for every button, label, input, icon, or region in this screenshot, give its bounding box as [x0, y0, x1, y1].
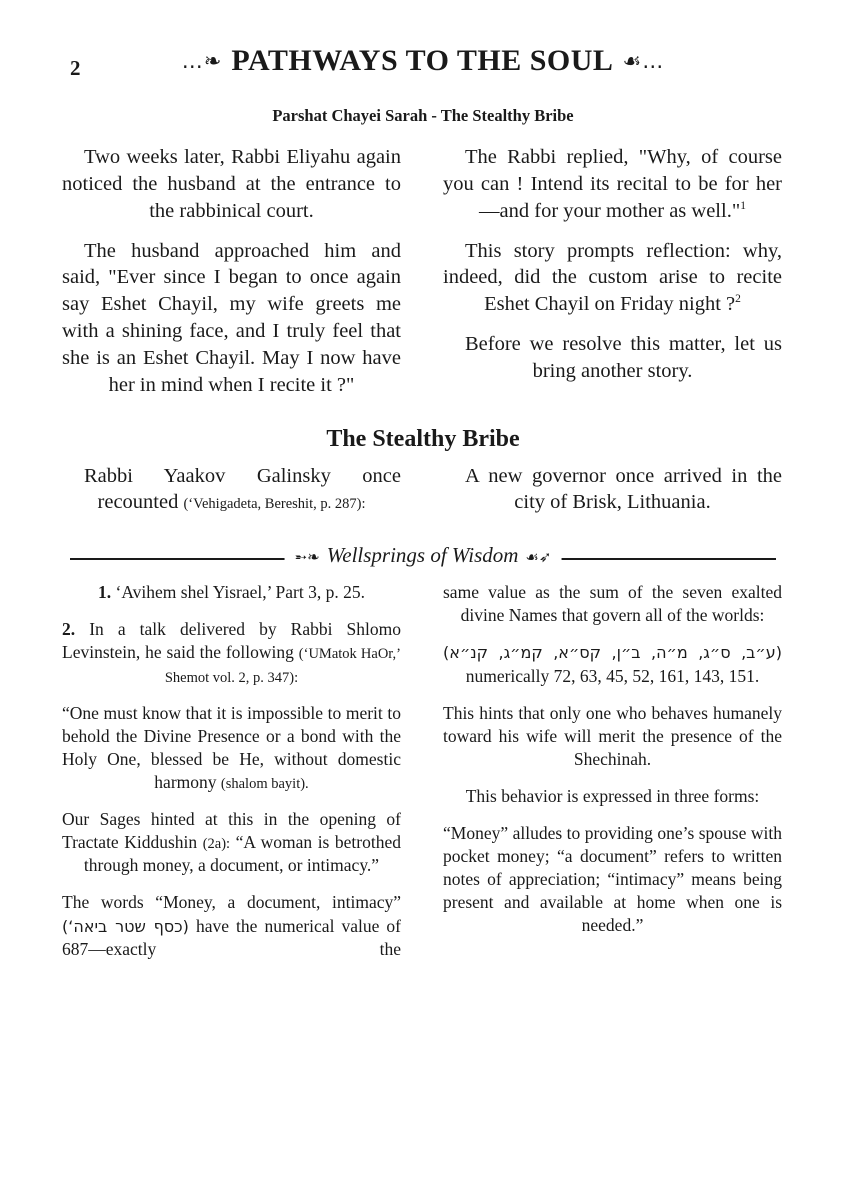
paragraph-text: This story prompts reflection: why, indeed, did the custom arise to recite Eshet Chayil on Friday night ?	[443, 239, 782, 316]
footnote-text: Our Sages hinted at this in the opening of Tractate Kiddushin	[62, 809, 401, 853]
footnote-citation: (2a):	[202, 836, 231, 853]
footnote-text: The words “Money, a document, intimacy”	[62, 892, 401, 913]
section-columns	[62, 463, 784, 530]
footnote-text: numerically 72, 63, 45, 52, 161, 143, 151.	[465, 665, 760, 686]
parsha-subtitle: Parshat Chayei Sarah - The Stealthy Bribe	[272, 106, 574, 125]
footnote-text-2: “A woman is betrothed through money, a document, or intimacy.”	[83, 832, 401, 876]
footnote-text: In a talk delivered by Rabbi Shlomo Levinstein, he said the following	[62, 619, 401, 663]
footnote-divider	[62, 543, 784, 573]
footnote-citation: (‘UMatok HaOr,’ Shemot vol. 2, p. 347):	[164, 646, 401, 686]
footnote-marker-2[interactable]: 2	[735, 293, 741, 306]
header-title-row	[62, 46, 784, 76]
hebrew-divine-names: (ע״ב, ס״ג, מ״ה, ב״ן, קס״א, קמ״ג, קנ״א)	[443, 643, 782, 663]
footnote-column-left	[62, 581, 401, 974]
footnote-item	[62, 808, 401, 877]
footnote-item	[443, 641, 782, 687]
page-number: 2	[70, 56, 81, 80]
hebrew-phrase: (כסף שטר ביאה‘)	[62, 916, 189, 936]
paragraph: The husband approached him and said, "Ever since I began to once again say Eshet Chayil, my wife greets me with a shining face, and I truly feel that she is an Eshet Chayil. May I now have her in mind when I recite it ?"	[62, 239, 401, 396]
footnote-item	[62, 891, 401, 960]
footnote-gloss: (shalom bayit).	[220, 776, 309, 792]
column-left	[62, 144, 401, 412]
footnote-item	[62, 618, 401, 687]
section-heading: The Stealthy Bribe	[326, 425, 520, 452]
footnote-item	[62, 702, 401, 794]
divider-label	[285, 543, 562, 568]
paragraph: A new governor once arrived in the city of Brisk, Lithuania.	[465, 464, 782, 514]
footnote-text: ‘Avihem shel Yisrael,’ Part 3, p. 25.	[115, 582, 365, 603]
book-title: PATHWAYS TO THE SOUL	[231, 44, 614, 77]
footnote-text: “One must know that it is impossible to merit to behold the Divine Presence or a bond with the Holy One, blessed be He, without domestic harmony	[62, 702, 401, 792]
paragraph: Before we resolve this matter, let us bring another story.	[465, 333, 782, 382]
page-header	[62, 46, 784, 90]
column-right	[443, 144, 782, 412]
footnote-number: 1.	[98, 582, 112, 603]
footnote-item: “Money” alludes to providing one’s spouse with pocket money; “a document” refers to written notes of appreciation; “intimacy” means being present and available at home when one is needed.”	[443, 823, 782, 936]
footnote-item	[62, 581, 401, 604]
flourish-left-icon: …❧	[181, 48, 223, 73]
footnote-column-right	[443, 581, 782, 974]
footnote-marker-1[interactable]: 1	[740, 199, 746, 212]
flourish-right-icon: ☙…	[622, 48, 665, 73]
paragraph	[62, 463, 401, 517]
divider-flourish-left-icon: ➵❧	[294, 548, 320, 567]
paragraph-text: Rabbi Yaakov Galinsky once recounted	[84, 464, 401, 514]
source-citation: (‘Vehigadeta, Bereshit, p. 287):	[183, 496, 366, 513]
footnote-item: This hints that only one who behaves humanely toward his wife will merit the presence of the Shechinah.	[443, 702, 782, 769]
paragraph-text: The Rabbi replied, "Why, of course you can ! Intend its recital to be for her—and for your mother as well."	[443, 146, 782, 222]
main-columns	[62, 144, 784, 412]
footnote-item: same value as the sum of the seven exalted divine Names that govern all of the worlds:	[443, 582, 782, 626]
divider-flourish-right-icon: ☙➶	[525, 548, 552, 567]
divider-label-text: Wellsprings of Wisdom	[326, 543, 519, 568]
footnote-item: This behavior is expressed in three forms:	[465, 785, 760, 806]
footnote-number: 2.	[62, 619, 76, 640]
footnote-text-2: have the numerical value of 687—exactly the	[62, 915, 402, 959]
section-column-right	[443, 463, 782, 530]
footnote-columns	[62, 581, 784, 974]
paragraph: Two weeks later, Rabbi Eliyahu again noticed the husband at the entrance to the rabbinical court.	[62, 146, 401, 222]
paragraph	[443, 144, 782, 225]
paragraph	[443, 238, 782, 319]
section-column-left	[62, 463, 401, 530]
